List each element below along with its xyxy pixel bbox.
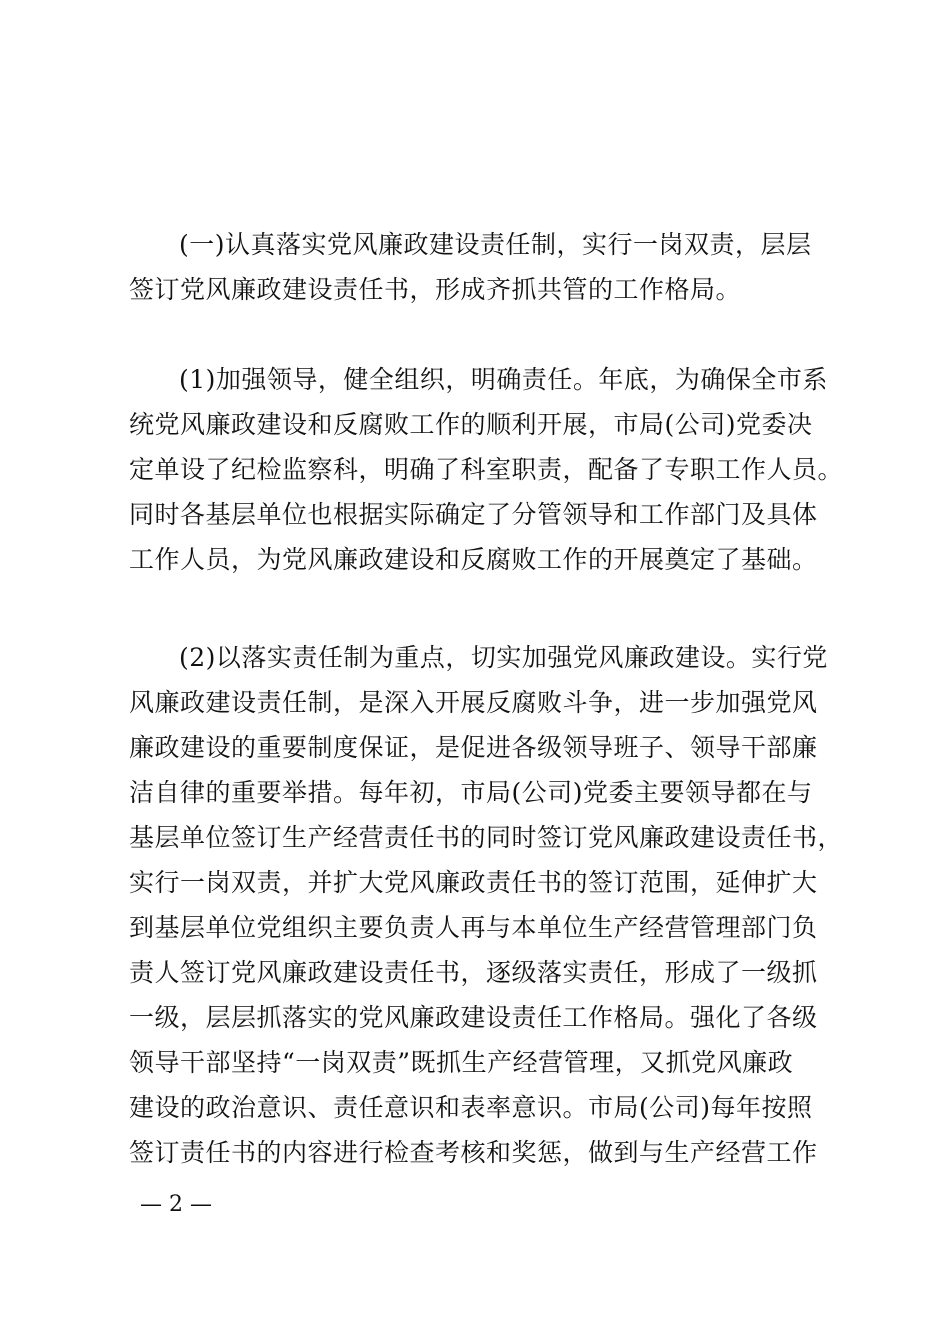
text-line: 签订党风廉政建设责任书，形成齐抓共管的工作格局。 [129, 275, 742, 304]
text-line: 责人签订党风廉政建设责任书，逐级落实责任，形成了一级抓 [129, 958, 818, 987]
text-line: 签订责任书的内容进行检查考核和奖惩，做到与生产经营工作 [129, 1138, 818, 1167]
text-line: 领导干部坚持“一岗双责”既抓生产经营管理，又抓党风廉政 [129, 1048, 794, 1077]
text-line: 一级，层层抓落实的党风廉政建设责任工作格局。强化了各级 [129, 1003, 818, 1032]
text-line: (一)认真落实党风廉政建设责任制，实行一岗双责，层层 [179, 230, 812, 259]
paragraph-1 [129, 357, 844, 582]
text-line: 工作人员，为党风廉政建设和反腐败工作的开展奠定了基础。 [129, 545, 818, 574]
section-heading-1 [129, 222, 829, 312]
text-line: (1)加强领导，健全组织，明确责任。年底，为确保全市系 [179, 365, 828, 394]
text-line: 统党风廉政建设和反腐败工作的顺利开展，市局(公司)党委决 [129, 410, 813, 439]
text-line: 廉政建设的重要制度保证，是促进各级领导班子、领导干部廉 [129, 733, 818, 762]
text-line: 基层单位签订生产经营责任书的同时签订党风廉政建设责任书， [129, 823, 844, 852]
text-line: 到基层单位党组织主要负责人再与本单位生产经营管理部门负 [129, 913, 818, 942]
text-line: 定单设了纪检监察科，明确了科室职责，配备了专职工作人员。 [129, 455, 844, 484]
text-line: 洁自律的重要举措。每年初，市局(公司)党委主要领导都在与 [129, 778, 813, 807]
text-line: (2)以落实责任制为重点，切实加强党风廉政建设。实行党 [179, 643, 828, 672]
text-line: 建设的政治意识、责任意识和表率意识。市局(公司)每年按照 [129, 1093, 813, 1122]
paragraph-2 [129, 635, 844, 1175]
text-line: 风廉政建设责任制，是深入开展反腐败斗争，进一步加强党风 [129, 688, 818, 717]
text-line: 实行一岗双责，并扩大党风廉政责任书的签订范围，延伸扩大 [129, 868, 818, 897]
page-number: — 2 — [140, 1192, 212, 1217]
text-line: 同时各基层单位也根据实际确定了分管领导和工作部门及具体 [129, 500, 818, 529]
